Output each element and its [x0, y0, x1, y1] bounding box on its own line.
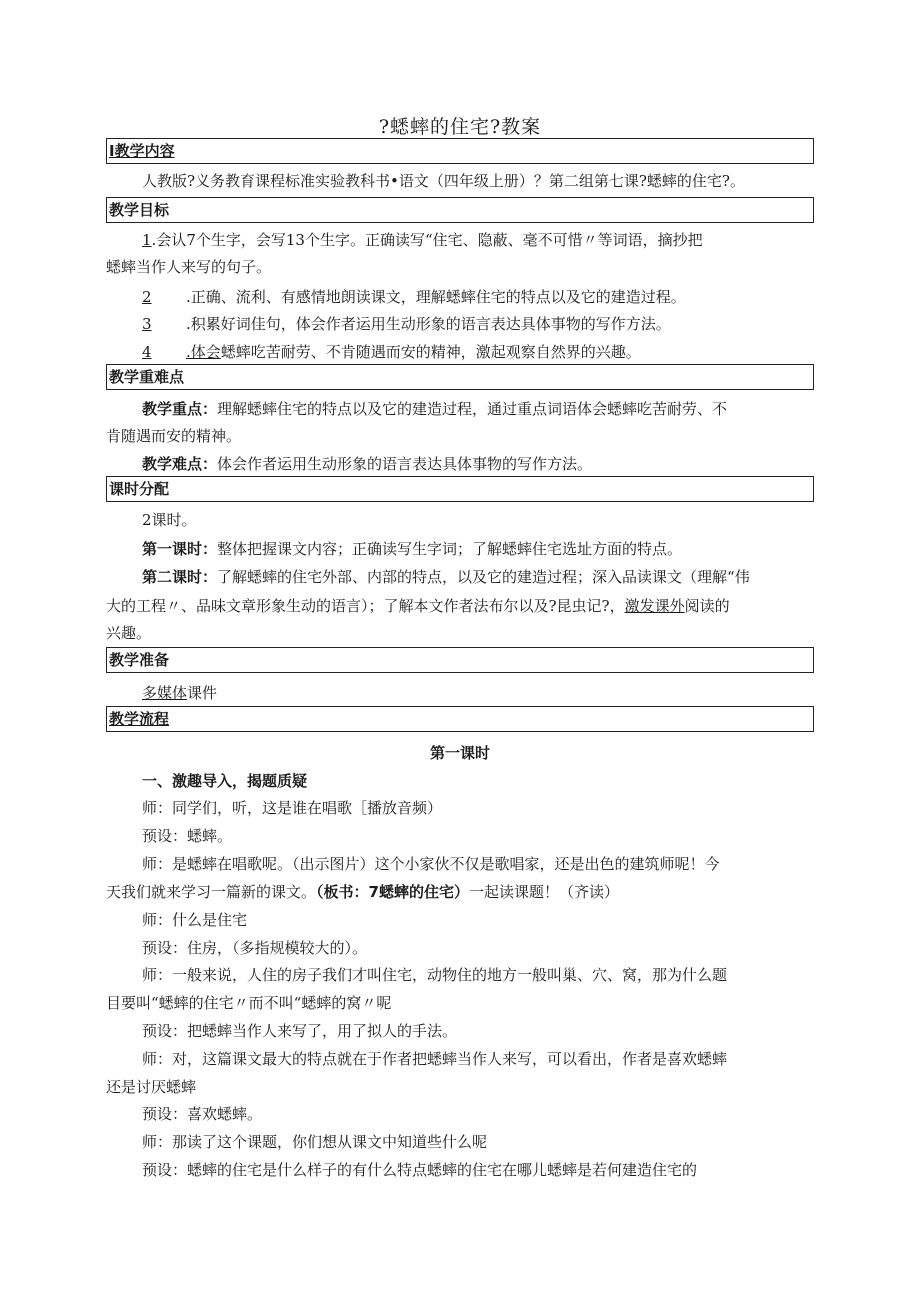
focus-text: 理解蟋蟀住宅的特点以及它的建造过程，通过重点词语体会蟋蟀吃苦耐劳、不	[217, 400, 728, 418]
goal-text: .正确、流利、有感情地朗读课文，理解蟋蟀住宅的特点以及它的建造过程。	[186, 288, 686, 306]
section-label: 教学重难点	[109, 368, 185, 386]
goal-text: 蟋蟀吃苦耐劳、不肯随遇而安的精神，激起观察自然界的兴趣。	[220, 343, 641, 361]
dialogue-line: 预设：蟋蟀。	[142, 827, 233, 845]
section-label: 教学流程	[109, 710, 170, 728]
section-header-content	[106, 138, 814, 164]
section-header-flow	[106, 706, 814, 732]
goal-item-1	[142, 229, 854, 251]
second-lesson-cont	[106, 595, 818, 617]
dialogue-line: 师：什么是住宅	[142, 911, 248, 929]
difficulty-line	[142, 453, 854, 475]
dialogue-line: 预设：喜欢蟋蟀。	[142, 1105, 263, 1123]
text-segment: 一起读课题！（齐读）	[468, 883, 619, 901]
section-header-prep	[106, 647, 814, 673]
prep-underlined: 多媒体	[142, 684, 188, 702]
goal-number: 2	[142, 288, 152, 306]
content-text: 人教版?义务教育课程标准实验教科书•语文（四年级上册）？第二组第七课?蟋蟀的住宅?。	[142, 172, 745, 190]
focus-label: 教学重点：	[142, 400, 218, 418]
board-note: （板书：7蟋蟀的住宅）	[316, 883, 469, 901]
second-lesson-label: 第二课时：	[142, 568, 218, 586]
text-segment: 阅读的	[684, 597, 730, 615]
second-lesson-text: 了解蟋蟀的住宅外部、内部的特点，以及它的建造过程；深入品读课文（理解“伟	[217, 568, 750, 586]
dialogue-line: 预设：住房，（多指规模较大的）。	[142, 939, 368, 957]
goal-text-underlined: .体会	[186, 343, 221, 361]
focus-line-cont: 肯随遇而安的精神。	[106, 427, 242, 445]
first-lesson-line	[142, 538, 854, 560]
dialogue-line: 师：对，这篇课文最大的特点就在于作者把蟋蟀当作人来写，可以看出，作者是喜欢蟋蟀	[142, 1050, 728, 1068]
section-label: I教学内容	[109, 142, 175, 160]
second-lesson-line	[142, 566, 854, 588]
prep-text	[142, 682, 854, 704]
first-lesson-label: 第一课时：	[142, 540, 218, 558]
goal-item-1-cont: 蟋蟀当作人来写的句子。	[106, 258, 272, 276]
difficulty-text: 体会作者运用生动形象的语言表达具体事物的写作方法。	[217, 455, 593, 473]
dialogue-line: 师：是蟋蟀在唱歌呢。（出示图片）这个小家伙不仅是歌唱家，还是出色的建筑师呢！今	[142, 855, 720, 873]
document-title: ?蟋蟀的住宅?教案	[378, 116, 542, 138]
goal-number: 1	[142, 231, 152, 249]
section-header-hours	[106, 476, 814, 502]
dialogue-line: 预设：蟋蟀的住宅是什么样子的有什么特点蟋蟀的住宅在哪儿蟋蟀是若何建造住宅的	[142, 1161, 698, 1179]
section-label: 课时分配	[109, 480, 170, 498]
first-lesson-text: 整体把握课文内容；正确读写生字词；了解蟋蟀住宅选址方面的特点。	[217, 540, 683, 558]
section-header-key-points	[106, 364, 814, 390]
part1-heading: 一、激趣导入，揭题质疑	[142, 772, 308, 790]
text-segment: 天我们就来学习一篇新的课文。	[106, 883, 317, 901]
goal-item-2	[142, 286, 854, 308]
hours-total: 2课时。	[142, 511, 197, 529]
dialogue-line-cont	[106, 881, 818, 903]
goal-item-3	[142, 313, 854, 335]
goal-text: .积累好词佳句，体会作者运用生动形象的语言表达具体事物的写作方法。	[186, 315, 671, 333]
difficulty-label: 教学难点：	[142, 455, 218, 473]
lesson-heading: 第一课时	[429, 744, 490, 762]
goal-text: .会认7个生字，会写13个生字。正确读写“住宅、隐蔽、毫不可惜〃等词语，摘抄把	[151, 231, 703, 249]
prep-rest: 课件	[187, 684, 218, 702]
section-label: 教学目标	[109, 201, 170, 219]
focus-line	[142, 398, 854, 420]
dialogue-line-cont: 还是讨厌蟋蟀	[106, 1078, 197, 1096]
section-label: 教学准备	[109, 651, 170, 669]
dialogue-line: 师：那读了这个课题，你们想从课文中知道些什么呢	[142, 1133, 488, 1151]
second-lesson-cont-2: 兴趣。	[106, 624, 152, 642]
text-segment-underlined: 激发课外	[624, 597, 685, 615]
dialogue-line-cont: 目要叫“蟋蟀的住宅〃而不叫“蟋蟀的窝〃呢	[106, 994, 392, 1012]
dialogue-line: 预设：把蟋蟀当作人来写了，用了拟人的手法。	[142, 1022, 458, 1040]
goal-number: 3	[142, 315, 152, 333]
dialogue-line: 师：一般来说，人住的房子我们才叫住宅，动物住的地方一般叫巢、穴、窝，那为什么题	[142, 966, 728, 984]
section-header-goals	[106, 197, 814, 223]
goal-number: 4	[142, 343, 152, 361]
goal-item-4	[142, 341, 854, 363]
text-segment: 大的工程〃、品味文章形象生动的语言）；了解本文作者法布尔以及?昆虫记?，	[106, 597, 625, 615]
dialogue-line: 师：同学们，听，这是谁在唱歌［播放音频）	[142, 799, 443, 817]
